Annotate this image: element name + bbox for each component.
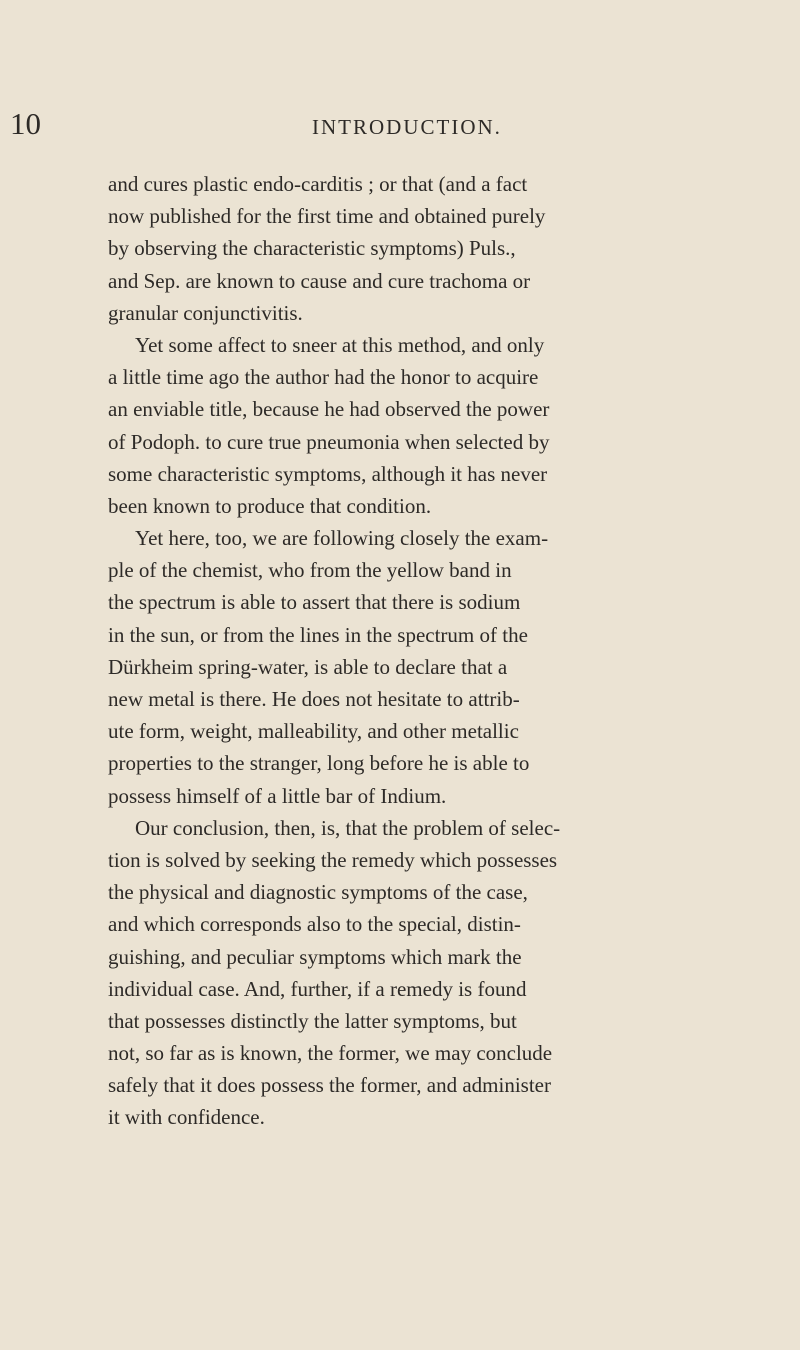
text-line: by observing the characteristic symptoms) Puls., <box>108 236 516 261</box>
text-line: been known to produce that condition. <box>108 493 432 518</box>
text-line: Yet some affect to sneer at this method, and only <box>135 332 545 357</box>
text-line: and which corresponds also to the special, distin- <box>108 912 521 937</box>
text-line: tion is solved by seeking the remedy which possesses <box>108 847 558 872</box>
text-line: and cures plastic endo-carditis ; or that (and a fact <box>108 172 528 196</box>
text-line: the physical and diagnostic symptoms of the case, <box>108 880 528 905</box>
text-line: properties to the stranger, long before he is able to <box>108 751 530 776</box>
text-line: granular conjunctivitis. <box>108 300 303 325</box>
text-line: that possesses distinctly the latter symptoms, but <box>108 1008 517 1033</box>
text-line: new metal is there. He does not hesitate to attrib- <box>108 687 520 711</box>
page-number: 10 <box>10 106 41 141</box>
text-line: an enviable title, because he had observed the power <box>108 397 550 422</box>
text-line: ple of the chemist, who from the yellow band in <box>108 558 512 583</box>
text-line: the spectrum is able to assert that there is sodium <box>108 590 521 615</box>
text-line: now published for the first time and obtained purely <box>108 204 546 229</box>
text-line: possess himself of a little bar of Indium. <box>108 783 447 808</box>
text-line: and Sep. are known to cause and cure trachoma or <box>108 268 531 293</box>
text-line: in the sun, or from the lines in the spectrum of the <box>108 622 528 647</box>
text-line: a little time ago the author had the honor to acquire <box>108 365 539 390</box>
text-line: some characteristic symptoms, although it has never <box>108 461 548 486</box>
text-line: ute form, weight, malleability, and other metallic <box>108 719 519 744</box>
text-line: guishing, and peculiar symptoms which mark the <box>108 944 522 969</box>
text-line: it with confidence. <box>108 1105 265 1130</box>
text-line: not, so far as is known, the former, we may conclude <box>108 1041 553 1066</box>
text-line: Dürkheim spring-water, is able to declare that a <box>108 654 508 679</box>
running-head: INTRODUCTION. <box>312 115 502 139</box>
text-line: Yet here, too, we are following closely the exam- <box>135 526 549 551</box>
text-line: safely that it does possess the former, and administer <box>108 1073 551 1098</box>
text-line: individual case. And, further, if a remedy is found <box>108 976 527 1001</box>
body-text <box>108 168 760 1134</box>
text-line: of Podoph. to cure true pneumonia when selected by <box>108 429 550 454</box>
text-line: Our conclusion, then, is, that the problem of selec- <box>135 815 561 840</box>
